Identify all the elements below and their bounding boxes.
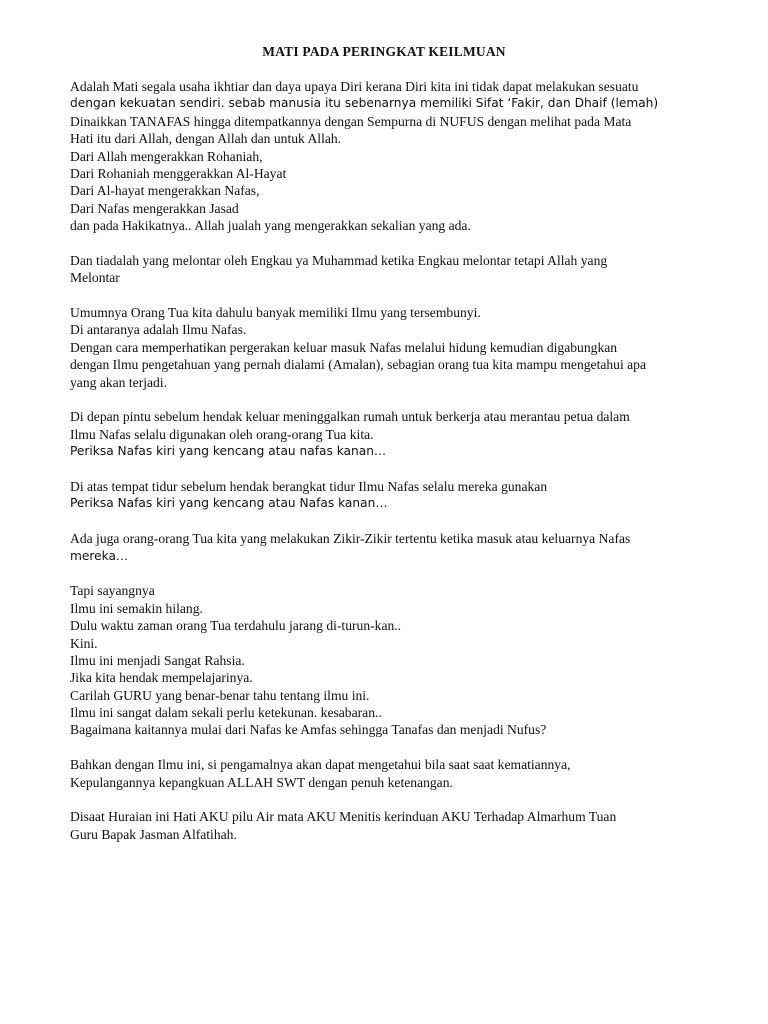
paragraph — [70, 582, 710, 739]
document-body — [70, 78, 710, 861]
text-line: Di antaranya adalah Ilmu Nafas. — [70, 322, 247, 338]
text-line: Guru Bapak Jasman Alfatihah. — [70, 826, 237, 842]
text-line: Disaat Huraian ini Hati AKU pilu Air mata AKU Menitis kerinduan AKU Terhadap Almarhum Tuan — [70, 809, 617, 825]
text-line: Carilah GURU yang benar-benar tahu tentang ilmu ini. — [70, 687, 370, 703]
text-line: Ilmu Nafas selalu digunakan oleh orang-orang Tua kita. — [70, 426, 374, 442]
text-line: Umumnya Orang Tua kita dahulu banyak memiliki Ilmu yang tersembunyi. — [70, 305, 481, 321]
paragraph — [70, 530, 710, 565]
document-title: MATI PADA PERINGKAT KEILMUAN — [262, 44, 506, 59]
text-line: Dari Allah mengerakkan Rohaniah, — [70, 148, 263, 164]
text-line: Dari Rohaniah menggerakkan Al-Hayat — [70, 165, 287, 181]
text-line: Tapi sayangnya — [70, 583, 155, 599]
text-line: Di depan pintu sebelum hendak keluar meninggalkan rumah untuk berkerja atau merantau petua dalam — [70, 409, 630, 425]
paragraph — [70, 252, 710, 287]
text-line: Adalah Mati segala usaha ikhtiar dan daya upaya Diri kerana Diri kita ini tidak dapat melakukan sesuatu — [70, 79, 639, 94]
text-line: Dengan cara memperhatikan pergerakan keluar masuk Nafas melalui hidung kemudian digabungkan — [70, 339, 618, 355]
text-line: Kini. — [70, 635, 98, 651]
text-line: mereka… — [70, 548, 129, 563]
text-line: Bagaimana kaitannya mulai dari Nafas ke Amfas sehingga Tanafas dan menjadi Nufus? — [70, 722, 547, 738]
text-line: Kepulangannya kepangkuan ALLAH SWT dengan penuh ketenangan. — [70, 774, 453, 790]
text-line: Dinaikkan TANAFAS hingga ditempatkannya dengan Sempurna di NUFUS dengan melihat pada Mata — [70, 113, 632, 129]
paragraph — [70, 478, 710, 513]
text-line: Ada juga orang-orang Tua kita yang melakukan Zikir-Zikir tertentu ketika masuk atau keluarnya Nafas — [70, 531, 631, 547]
text-line: Di atas tempat tidur sebelum hendak berangkat tidur Ilmu Nafas selalu mereka gunakan — [70, 478, 548, 494]
text-line: Ilmu ini menjadi Sangat Rahsia. — [70, 652, 245, 668]
text-line: Dulu waktu zaman orang Tua terdahulu jarang di-turun-kan.. — [70, 618, 402, 634]
text-line: dan pada Hakikatnya.. Allah jualah yang mengerakkan sekalian yang ada. — [70, 218, 471, 234]
paragraph — [70, 78, 710, 235]
text-line: Dari Nafas mengerakkan Jasad — [70, 200, 239, 216]
text-line: Dari Al-hayat mengerakkan Nafas, — [70, 183, 260, 199]
text-line: Periksa Nafas kiri yang kencang atau nafas kanan… — [70, 444, 387, 459]
text-line: dengan Ilmu pengetahuan yang pernah dialami (Amalan), sebagian orang tua kita mampu mengetahui apa — [70, 357, 647, 373]
text-line: Bahkan dengan Ilmu ini, si pengamalnya akan dapat mengetahui bila saat saat kematiannya, — [70, 757, 571, 773]
text-line: Hati itu dari Allah, dengan Allah dan untuk Allah. — [70, 131, 342, 147]
text-line: Ilmu ini semakin hilang. — [70, 600, 203, 616]
text-line: Ilmu ini sangat dalam sekali perlu ketekunan. kesabaran.. — [70, 705, 382, 721]
text-line: Melontar — [70, 270, 120, 286]
paragraph — [70, 408, 710, 460]
text-line: Jika kita hendak mempelajarinya. — [70, 670, 253, 686]
text-line: Dan tiadalah yang melontar oleh Engkau ya Muhammad ketika Engkau melontar tetapi Allah yang — [70, 252, 608, 268]
paragraph — [70, 756, 710, 791]
text-line: Periksa Nafas kiri yang kencang atau Nafas kanan… — [70, 496, 388, 511]
paragraph — [70, 808, 710, 843]
text-line: dengan kekuatan sendiri. sebab manusia itu sebenarnya memiliki Sifat ‘Fakir, dan Dhaif (lemah) — [70, 96, 659, 111]
text-line: yang akan terjadi. — [70, 374, 168, 390]
paragraph — [70, 304, 710, 391]
